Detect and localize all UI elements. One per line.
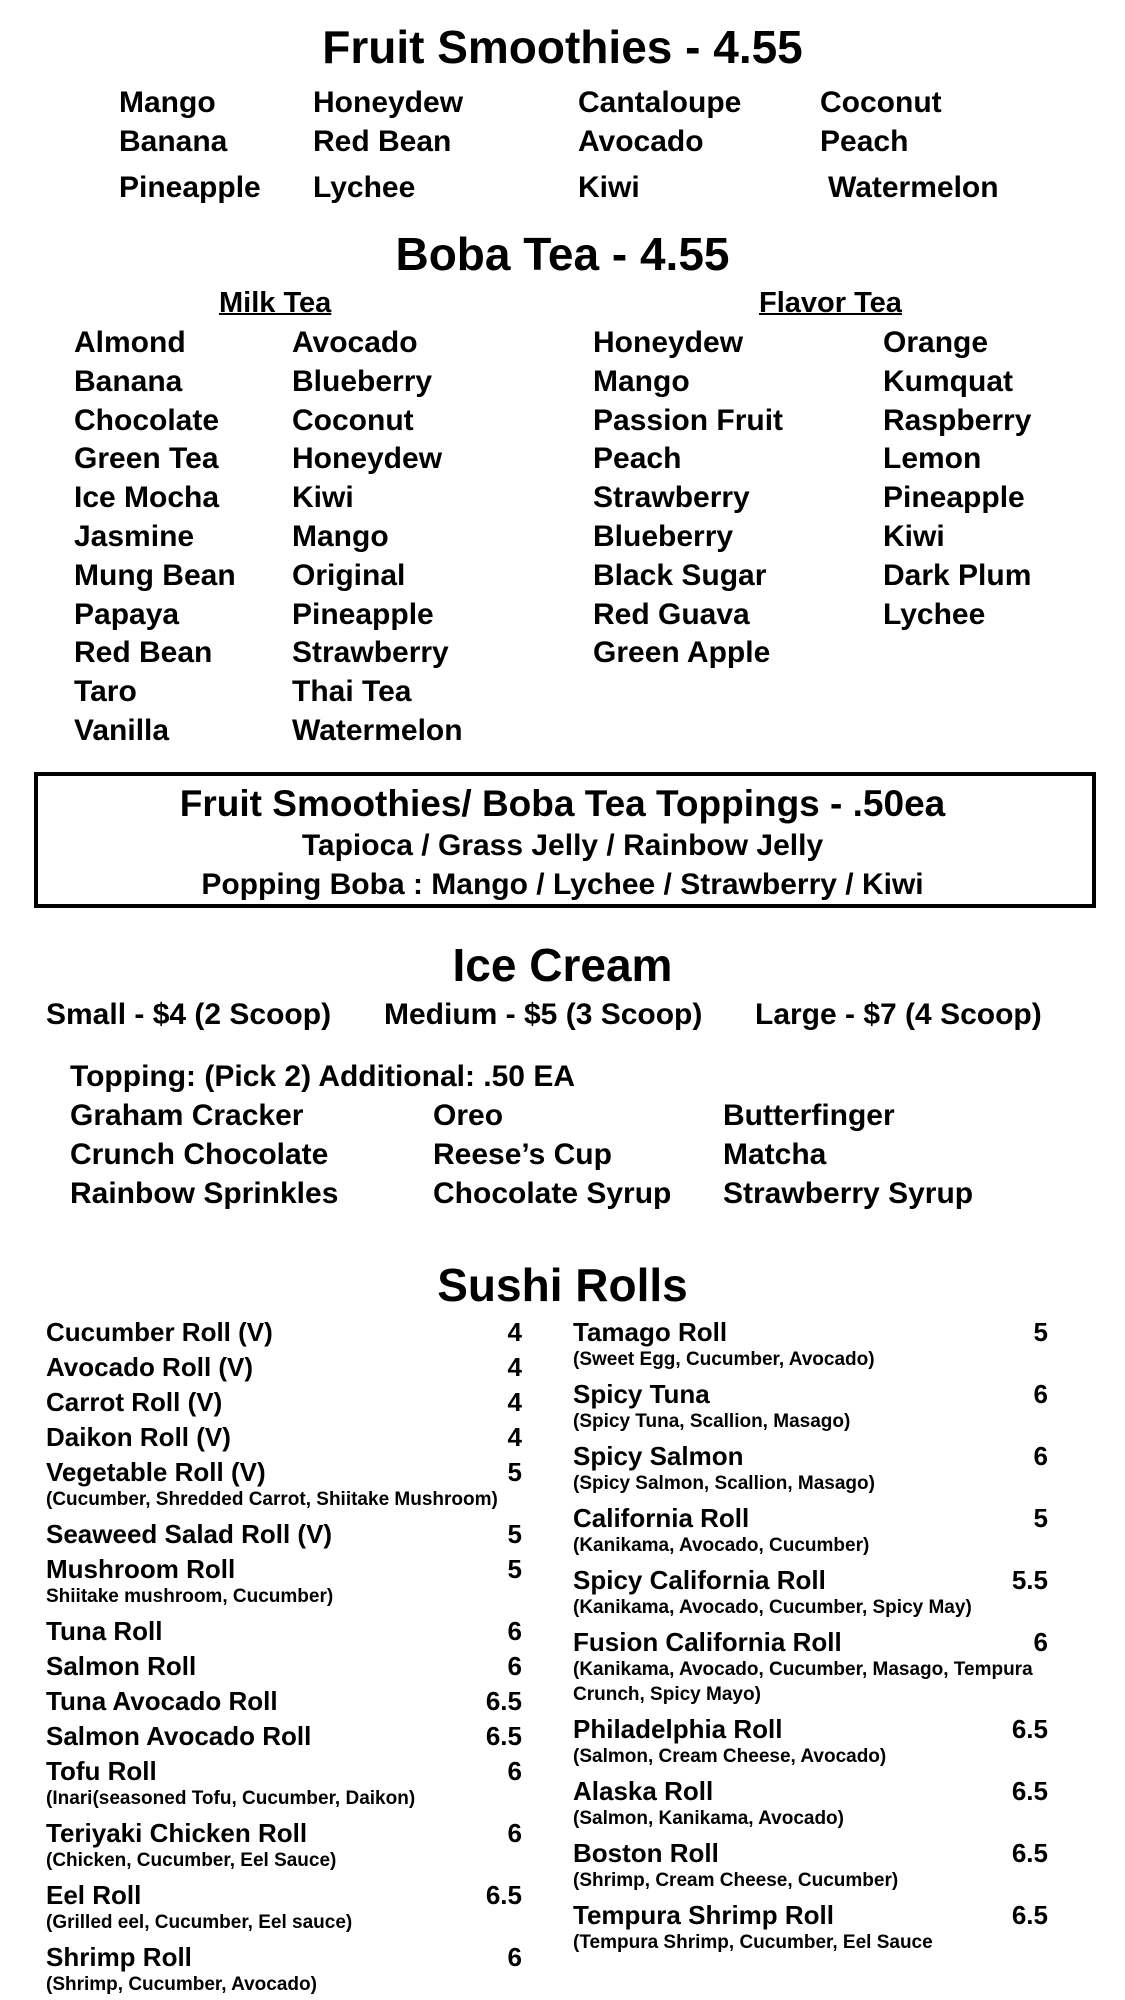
tea-item: Orange <box>883 326 989 359</box>
tea-item: Vanilla <box>74 713 170 747</box>
tea-item: Chocolate <box>74 403 220 437</box>
sushi-item-name: Tuna Avocado Roll <box>46 1686 278 1716</box>
sushi-item-name: Tamago Roll <box>573 1317 728 1347</box>
sushi-item-price: 4 <box>507 1422 522 1452</box>
tea-item: Coconut <box>292 403 414 437</box>
sushi-item-price: 5 <box>507 1519 522 1549</box>
tea-item: Passion Fruit <box>593 403 784 437</box>
sushi-item-name: Seaweed Salad Roll (V) <box>46 1519 333 1549</box>
tea-item: Avocado <box>292 326 418 359</box>
tea-item: Original <box>292 558 406 592</box>
tea-item: Banana <box>74 364 183 398</box>
ice-cream-topping: Chocolate Syrup <box>433 1177 672 1210</box>
sushi-item-price: 6 <box>507 1756 522 1786</box>
ice-cream-topping: Oreo <box>433 1099 504 1132</box>
tea-item: Red Bean <box>74 636 213 670</box>
sushi-item-name: Vegetable Roll (V) <box>46 1457 266 1487</box>
milk-tea-heading: Milk Tea <box>219 287 332 319</box>
sushi-item-price: 6.5 <box>1011 1900 1048 1930</box>
sushi-item-price: 5 <box>507 1554 522 1584</box>
sushi-item-desc: (Cucumber, Shredded Carrot, Shiitake Mushroom) <box>46 1489 498 1510</box>
smoothie-item: Honeydew <box>313 86 464 119</box>
sushi-item-price: 6 <box>507 1942 522 1972</box>
sushi-item-price: 6.5 <box>1011 1776 1048 1806</box>
smoothie-item: Pineapple <box>119 171 261 204</box>
sushi-item-name: Boston Roll <box>573 1838 719 1868</box>
sushi-item-price: 6.5 <box>1011 1838 1048 1868</box>
tea-item: Ice Mocha <box>74 481 220 515</box>
smoothie-item: Lychee <box>313 171 416 204</box>
tea-item: Honeydew <box>292 442 443 476</box>
tea-item: Lemon <box>883 442 982 476</box>
tea-item: Kiwi <box>292 481 354 515</box>
ice-cream-title: Ice Cream <box>452 939 673 991</box>
sushi-item-price: 6.5 <box>1011 1714 1048 1744</box>
sushi-item-name: Philadelphia Roll <box>573 1714 783 1744</box>
smoothie-item: Avocado <box>578 125 704 158</box>
sushi-item-desc: (Grilled eel, Cucumber, Eel sauce) <box>46 1912 353 1933</box>
milk-tea-col-1 <box>74 328 236 755</box>
ice-cream-size: Small - $4 (2 Scoop) <box>46 998 332 1031</box>
tea-item: Mung Bean <box>74 558 236 592</box>
sushi-title: Sushi Rolls <box>437 1259 688 1311</box>
sushi-item-name: Fusion California Roll <box>573 1627 842 1657</box>
sushi-item-price: 4 <box>507 1317 522 1347</box>
smoothie-item: Red Bean <box>313 125 452 158</box>
sushi-item-name: Tofu Roll <box>46 1756 157 1786</box>
sushi-item-name: Salmon Avocado Roll <box>46 1721 312 1751</box>
tea-item: Kumquat <box>883 364 1013 398</box>
sushi-item-name: Spicy California Roll <box>573 1565 826 1595</box>
tea-item: Green Apple <box>593 636 771 670</box>
sushi-item-desc: (Shrimp, Cream Cheese, Cucumber) <box>573 1870 899 1891</box>
ice-cream-size: Large - $7 (4 Scoop) <box>755 998 1042 1031</box>
sushi-item-desc: (Inari(seasoned Tofu, Cucumber, Daikon) <box>46 1788 416 1809</box>
sushi-item-desc: (Kanikama, Avocado, Cucumber) <box>573 1535 870 1556</box>
sushi-item-name: California Roll <box>573 1503 750 1533</box>
tea-item: Green Tea <box>74 442 219 476</box>
ice-cream-size: Medium - $5 (3 Scoop) <box>384 998 703 1031</box>
sushi-item-name: Cucumber Roll (V) <box>46 1317 273 1347</box>
smoothie-item: Mango <box>119 86 216 119</box>
sushi-item-desc: Shiitake mushroom, Cucumber) <box>46 1586 334 1607</box>
sushi-item-price: 6.5 <box>485 1880 522 1910</box>
tea-item: Almond <box>74 326 186 359</box>
ice-cream-topping: Butterfinger <box>723 1099 895 1132</box>
sushi-item-desc: (Salmon, Kanikama, Avocado) <box>573 1808 844 1829</box>
sushi-item-desc: (Spicy Salmon, Scallion, Masago) <box>573 1473 875 1494</box>
tea-item: Papaya <box>74 597 180 631</box>
sushi-item-price: 5 <box>1033 1503 1048 1533</box>
sushi-item-name: Teriyaki Chicken Roll <box>46 1818 308 1848</box>
ice-cream-topping: Graham Cracker <box>70 1099 304 1132</box>
toppings-title: Fruit Smoothies/ Boba Tea Toppings - .50ea <box>179 783 946 824</box>
smoothie-item: Kiwi <box>578 171 640 204</box>
tea-item: Lychee <box>883 597 986 631</box>
toppings-line-2: Popping Boba : Mango / Lychee / Strawberry / Kiwi <box>201 868 924 901</box>
sushi-item-desc: (Spicy Tuna, Scallion, Masago) <box>573 1411 851 1432</box>
smoothie-item: Banana <box>119 125 228 158</box>
ice-cream-topping: Reese’s Cup <box>433 1138 612 1171</box>
tea-item: Thai Tea <box>292 675 412 709</box>
sushi-item-name: Salmon Roll <box>46 1651 197 1681</box>
sushi-item-price: 4 <box>507 1387 522 1417</box>
sushi-item-name: Eel Roll <box>46 1880 142 1910</box>
sushi-item-name: Tuna Roll <box>46 1616 163 1646</box>
flavor-tea-heading: Flavor Tea <box>759 287 902 319</box>
flavor-tea-col-1 <box>593 328 783 677</box>
tea-item: Mango <box>593 364 690 398</box>
sushi-item-desc: Crunch, Spicy Mayo) <box>573 1684 761 1705</box>
sushi-item-desc: (Kanikama, Avocado, Cucumber, Masago, Tempura <box>573 1659 1033 1680</box>
sushi-item-desc: (Chicken, Cucumber, Eel Sauce) <box>46 1850 337 1871</box>
sushi-item-price: 6 <box>1033 1379 1048 1409</box>
flavor-tea-col-2 <box>883 328 1031 638</box>
tea-item: Watermelon <box>292 713 463 747</box>
sushi-item-name: Spicy Salmon <box>573 1441 744 1471</box>
boba-title: Boba Tea - 4.55 <box>395 228 730 280</box>
ice-cream-topping: Matcha <box>723 1138 827 1171</box>
ice-cream-topping: Crunch Chocolate <box>70 1138 329 1171</box>
tea-item: Jasmine <box>74 519 195 553</box>
sushi-item-desc: (Shrimp, Cucumber, Avocado) <box>46 1974 317 1995</box>
tea-item: Strawberry <box>593 481 750 515</box>
sushi-item-price: 6.5 <box>485 1686 522 1716</box>
ice-cream-topping-heading: Topping: (Pick 2) Additional: .50 EA <box>70 1060 576 1093</box>
tea-item: Peach <box>593 442 682 476</box>
sushi-item-price: 6.5 <box>485 1721 522 1751</box>
tea-item: Raspberry <box>883 403 1032 437</box>
sushi-item-price: 6 <box>507 1651 522 1681</box>
sushi-item-name: Shrimp Roll <box>46 1942 192 1972</box>
sushi-item-price: 6 <box>1033 1627 1048 1657</box>
tea-item: Pineapple <box>292 597 434 631</box>
sushi-item-price: 6 <box>507 1616 522 1646</box>
sushi-item-price: 5.5 <box>1011 1565 1048 1595</box>
sushi-item-desc: (Tempura Shrimp, Cucumber, Eel Sauce <box>573 1932 933 1953</box>
ice-cream-topping: Strawberry Syrup <box>723 1177 974 1210</box>
sushi-item-name: Tempura Shrimp Roll <box>573 1900 834 1930</box>
smoothies-title: Fruit Smoothies - 4.55 <box>322 21 803 73</box>
toppings-line-1: Tapioca / Grass Jelly / Rainbow Jelly <box>301 829 824 862</box>
sushi-item-desc: (Kanikama, Avocado, Cucumber, Spicy May) <box>573 1597 972 1618</box>
sushi-item-name: Carrot Roll (V) <box>46 1387 223 1417</box>
sushi-item-name: Spicy Tuna <box>573 1379 710 1409</box>
tea-item: Black Sugar <box>593 558 767 592</box>
tea-item: Red Guava <box>593 597 750 631</box>
tea-item: Taro <box>74 675 137 709</box>
tea-item: Pineapple <box>883 481 1025 515</box>
smoothie-item: Coconut <box>820 86 942 119</box>
tea-item: Mango <box>292 519 389 553</box>
ice-cream-topping: Rainbow Sprinkles <box>70 1177 339 1210</box>
tea-item: Honeydew <box>593 326 744 359</box>
tea-item: Strawberry <box>292 636 449 670</box>
tea-item: Dark Plum <box>883 558 1032 592</box>
sushi-item-desc: (Salmon, Cream Cheese, Avocado) <box>573 1746 887 1767</box>
smoothie-item: Cantaloupe <box>578 86 742 119</box>
sushi-item-desc: (Sweet Egg, Cucumber, Avocado) <box>573 1349 875 1370</box>
tea-item: Blueberry <box>593 519 734 553</box>
sushi-item-price: 5 <box>507 1457 522 1487</box>
tea-item: Blueberry <box>292 364 433 398</box>
milk-tea-col-2 <box>292 328 463 755</box>
sushi-item-price: 4 <box>507 1352 522 1382</box>
sushi-item-name: Avocado Roll (V) <box>46 1352 254 1382</box>
smoothie-item: Peach <box>820 125 909 158</box>
tea-item: Kiwi <box>883 519 945 553</box>
smoothie-item: Watermelon <box>828 171 999 204</box>
sushi-item-name: Daikon Roll (V) <box>46 1422 231 1452</box>
sushi-item-name: Mushroom Roll <box>46 1554 236 1584</box>
sushi-item-price: 6 <box>1033 1441 1048 1471</box>
sushi-item-price: 6 <box>507 1818 522 1848</box>
sushi-item-name: Alaska Roll <box>573 1776 714 1806</box>
sushi-item-price: 5 <box>1033 1317 1048 1347</box>
